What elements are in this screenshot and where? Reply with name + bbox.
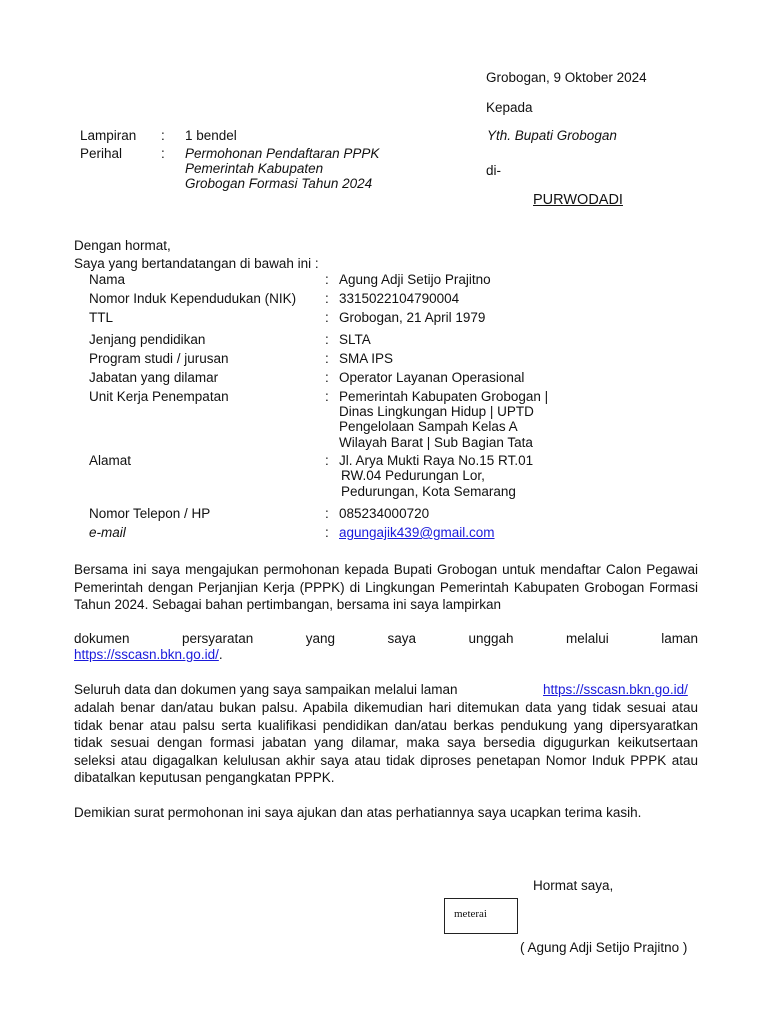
paragraph-application: Bersama ini saya mengajukan permohonan kepada Bupati Grobogan untuk mendaftar Calon Pegawai Pemerintah dengan Perjanjian Kerja (PPPK) di Lingkungan Pemerintah Kabupaten Grobogan Formasi Tahun 2024. Sebagai bahan pertimbangan, bersama ini saya lampirkan bbox=[74, 562, 698, 612]
field-value: Operator Layanan Operasional bbox=[339, 370, 525, 385]
intro-text: Saya yang bertandatangan di bawah ini : bbox=[74, 256, 319, 271]
field-value: Wilayah Barat | Sub Bagian Tata bbox=[339, 435, 533, 450]
field-value: Grobogan, 21 April 1979 bbox=[339, 310, 486, 325]
field-value: Pemerintah Kabupaten Grobogan | bbox=[339, 389, 549, 404]
place-date: Grobogan, 9 Oktober 2024 bbox=[486, 70, 647, 85]
recipient-intro: Kepada bbox=[486, 100, 533, 115]
field-value: 3315022104790004 bbox=[339, 291, 460, 306]
recipient-di: di- bbox=[486, 163, 502, 178]
greeting: Dengan hormat, bbox=[74, 238, 171, 253]
field-label: e-mail bbox=[89, 525, 126, 540]
paragraph-application-line: dokumen persyaratan yang saya unggah melalui laman bbox=[74, 631, 698, 646]
lampiran-label: Lampiran bbox=[80, 128, 137, 143]
field-value: 085234000720 bbox=[339, 506, 430, 521]
field-value: Pengelolaan Sampah Kelas A bbox=[339, 419, 518, 434]
lampiran-value: 1 bendel bbox=[185, 128, 237, 143]
field-colon: : bbox=[325, 506, 329, 521]
field-value: RW.04 Pedurungan Lor, bbox=[341, 468, 485, 483]
field-colon: : bbox=[325, 272, 329, 287]
field-colon: : bbox=[325, 525, 329, 540]
field-label: Nama bbox=[89, 272, 126, 287]
meterai-label: meterai bbox=[454, 908, 487, 920]
perihal-line: Pemerintah Kabupaten bbox=[185, 161, 324, 176]
field-colon: : bbox=[325, 291, 329, 306]
field-value: SMA IPS bbox=[339, 351, 394, 366]
field-label: TTL bbox=[89, 310, 114, 325]
field-colon: : bbox=[325, 370, 329, 385]
field-value: Pedurungan, Kota Semarang bbox=[341, 484, 516, 499]
field-value: Jl. Arya Mukti Raya No.15 RT.01 bbox=[339, 453, 534, 468]
meterai-stamp-box bbox=[444, 898, 518, 934]
closing-paragraph: Demikian surat permohonan ini saya ajukan dan atas perhatiannya saya ucapkan terima kasih. bbox=[74, 805, 642, 820]
perihal-colon: : bbox=[161, 146, 165, 161]
recipient-city: PURWODADI bbox=[533, 192, 623, 208]
paragraph-link-line bbox=[74, 647, 223, 663]
field-colon: : bbox=[325, 310, 329, 325]
field-value: SLTA bbox=[339, 332, 371, 347]
field-label: Nomor Induk Kependudukan (NIK) bbox=[89, 291, 297, 306]
field-colon: : bbox=[325, 332, 329, 347]
sscasn-link[interactable]: https://sscasn.bkn.go.id/ bbox=[74, 647, 219, 662]
field-colon: : bbox=[325, 389, 329, 404]
field-label: Alamat bbox=[89, 453, 132, 468]
field-label: Program studi / jurusan bbox=[89, 351, 229, 366]
field-label: Nomor Telepon / HP bbox=[89, 506, 211, 521]
regards: Hormat saya, bbox=[533, 878, 614, 893]
field-value: Dinas Lingkungan Hidup | UPTD bbox=[339, 404, 534, 419]
field-label: Unit Kerja Penempatan bbox=[89, 389, 229, 404]
signatory-name: ( Agung Adji Setijo Prajitno ) bbox=[520, 940, 688, 955]
field-colon: : bbox=[325, 453, 329, 468]
sscasn-link[interactable]: https://sscasn.bkn.go.id/ bbox=[543, 682, 688, 697]
perihal-line: Grobogan Formasi Tahun 2024 bbox=[185, 176, 373, 191]
field-label: Jenjang pendidikan bbox=[89, 332, 206, 347]
perihal-line: Permohonan Pendaftaran PPPK bbox=[185, 146, 380, 161]
link-suffix: . bbox=[218, 647, 223, 662]
paragraph-declaration: adalah benar dan/atau bukan palsu. Apabila dikemudian hari ditemukan data yang tidak sesuai atau tidak benar atau palsu serta kualifikasi pendidikan dan/atau berkas pendukung yang dipersyaratkan tidak sesuai dengan formasi jabatan yang dilamar, maka saya bersedia digugurkan keikutsertaan seleksi atau digagalkan kelulusan akhir saya atau tidak diproses penetapan Nomor Induk PPPK atau dibatalkan keputusan pengangkatan PPPK. bbox=[74, 700, 698, 785]
email-link[interactable]: agungajik439@gmail.com bbox=[339, 525, 495, 540]
lampiran-colon: : bbox=[161, 128, 165, 143]
field-value: Agung Adji Setijo Prajitno bbox=[339, 272, 491, 287]
paragraph-declaration-lead: Seluruh data dan dokumen yang saya sampaikan melalui laman bbox=[74, 682, 458, 697]
field-colon: : bbox=[325, 351, 329, 366]
field-label: Jabatan yang dilamar bbox=[89, 370, 219, 385]
perihal-label: Perihal bbox=[80, 146, 123, 161]
recipient: Yth. Bupati Grobogan bbox=[487, 128, 617, 143]
